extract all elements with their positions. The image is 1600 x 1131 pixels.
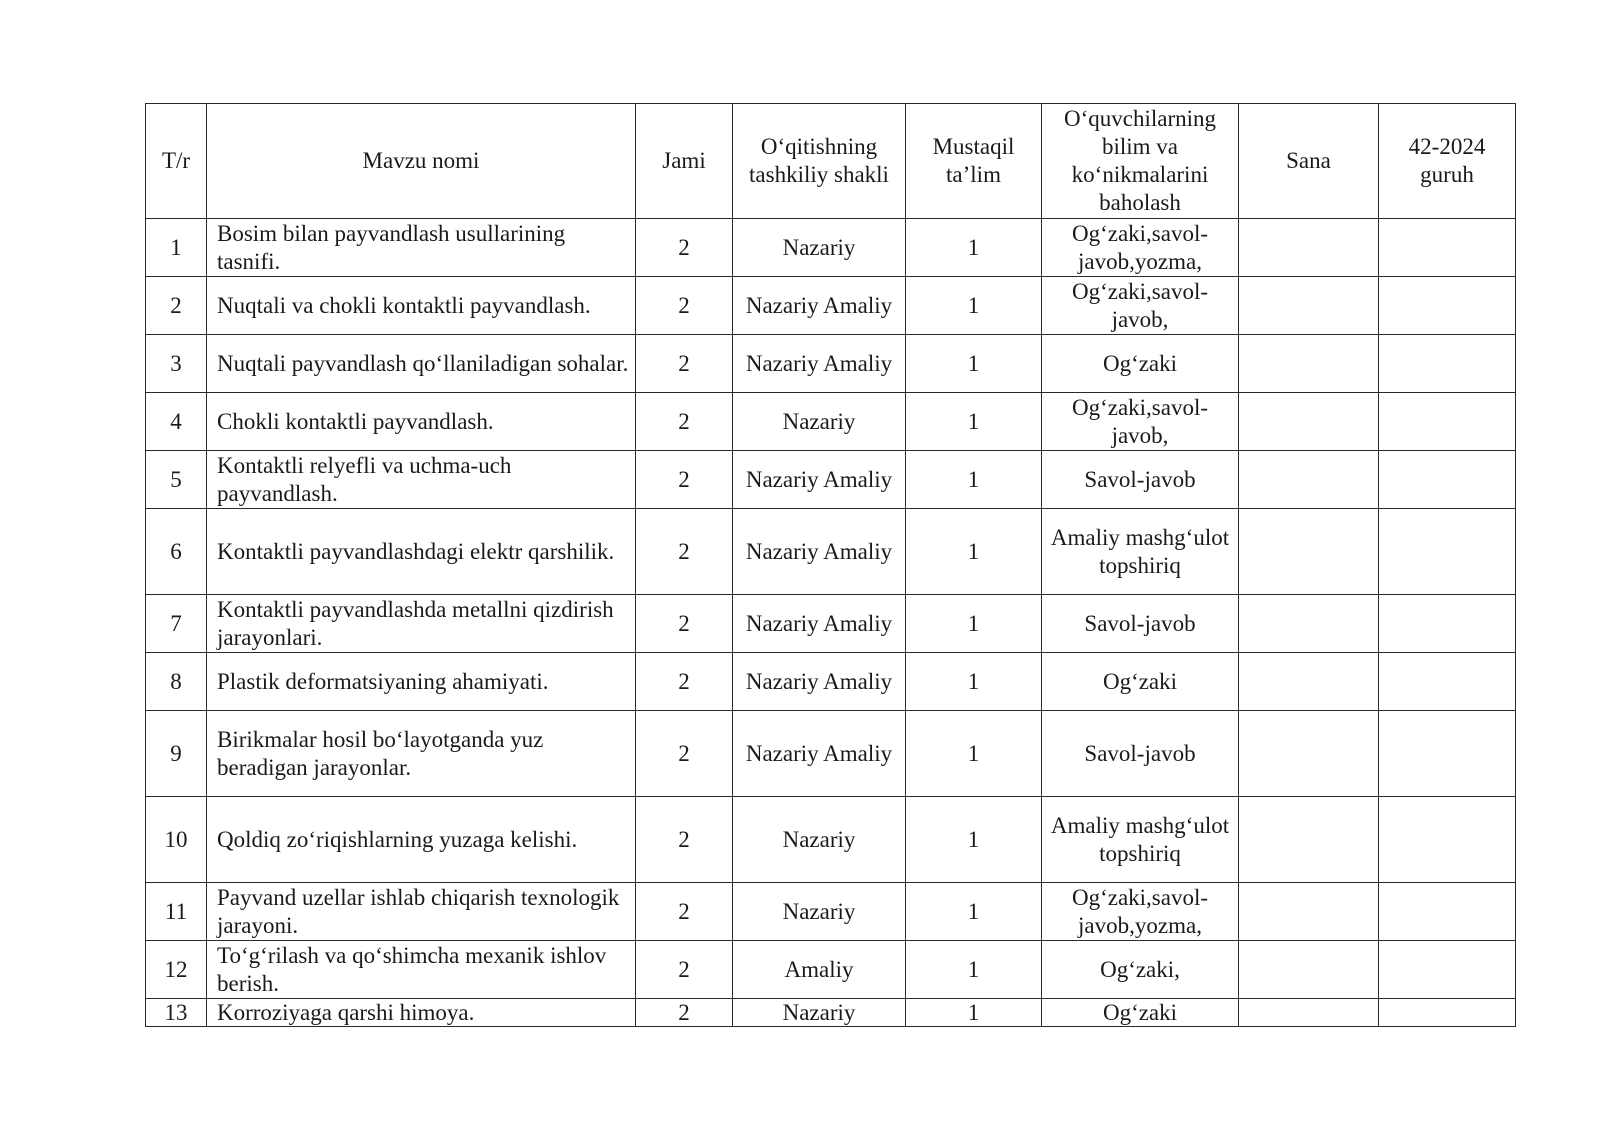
cell-num: 10 xyxy=(146,797,207,883)
cell-group xyxy=(1379,393,1516,451)
cell-num: 7 xyxy=(146,595,207,653)
cell-date xyxy=(1239,277,1379,335)
header-assessment: O‘quvchilarning bilim va ko‘nikmalarini baholash xyxy=(1042,104,1239,219)
header-group: 42-2024 guruh xyxy=(1379,104,1516,219)
cell-group xyxy=(1379,883,1516,941)
table-row xyxy=(146,711,1516,797)
cell-topic: Kontaktli payvandlashdagi elektr qarshilik. xyxy=(207,509,636,595)
table-header-row xyxy=(146,104,1516,219)
cell-assessment: Og‘zaki,savol-javob, xyxy=(1042,277,1239,335)
cell-group xyxy=(1379,711,1516,797)
cell-group xyxy=(1379,219,1516,277)
cell-topic: Plastik deformatsiyaning ahamiyati. xyxy=(207,653,636,711)
cell-topic: Korroziyaga qarshi himoya. xyxy=(207,999,636,1027)
cell-form: Nazariy xyxy=(733,219,906,277)
cell-assessment: Og‘zaki,savol-javob,yozma, xyxy=(1042,883,1239,941)
cell-total: 2 xyxy=(636,883,733,941)
cell-self-study: 1 xyxy=(906,797,1042,883)
cell-total: 2 xyxy=(636,509,733,595)
cell-self-study: 1 xyxy=(906,941,1042,999)
cell-total: 2 xyxy=(636,653,733,711)
cell-assessment: Savol-javob xyxy=(1042,711,1239,797)
cell-self-study: 1 xyxy=(906,653,1042,711)
cell-form: Amaliy xyxy=(733,941,906,999)
table-row xyxy=(146,941,1516,999)
cell-self-study: 1 xyxy=(906,277,1042,335)
cell-total: 2 xyxy=(636,277,733,335)
cell-form: Nazariy xyxy=(733,883,906,941)
cell-form: Nazariy xyxy=(733,797,906,883)
cell-self-study: 1 xyxy=(906,393,1042,451)
cell-num: 1 xyxy=(146,219,207,277)
cell-date xyxy=(1239,711,1379,797)
cell-topic: Kontaktli relyefli va uchma-uch payvandlash. xyxy=(207,451,636,509)
cell-form: Nazariy Amaliy xyxy=(733,277,906,335)
table-row xyxy=(146,595,1516,653)
header-total: Jami xyxy=(636,104,733,219)
cell-form: Nazariy xyxy=(733,393,906,451)
cell-num: 5 xyxy=(146,451,207,509)
table-row xyxy=(146,883,1516,941)
cell-total: 2 xyxy=(636,941,733,999)
cell-topic: Nuqtali payvandlash qo‘llaniladigan sohalar. xyxy=(207,335,636,393)
cell-assessment: Savol-javob xyxy=(1042,595,1239,653)
cell-form: Nazariy Amaliy xyxy=(733,335,906,393)
cell-num: 8 xyxy=(146,653,207,711)
cell-self-study: 1 xyxy=(906,883,1042,941)
cell-topic: Chokli kontaktli payvandlash. xyxy=(207,393,636,451)
cell-topic: Birikmalar hosil bo‘layotganda yuz beradigan jarayonlar. xyxy=(207,711,636,797)
cell-date xyxy=(1239,335,1379,393)
cell-self-study: 1 xyxy=(906,999,1042,1027)
cell-group xyxy=(1379,451,1516,509)
cell-date xyxy=(1239,999,1379,1027)
cell-form: Nazariy Amaliy xyxy=(733,451,906,509)
cell-date xyxy=(1239,941,1379,999)
cell-group xyxy=(1379,941,1516,999)
cell-assessment: Og‘zaki xyxy=(1042,999,1239,1027)
table-row xyxy=(146,451,1516,509)
table-row xyxy=(146,277,1516,335)
cell-date xyxy=(1239,219,1379,277)
table-row xyxy=(146,393,1516,451)
table-row xyxy=(146,509,1516,595)
cell-assessment: Og‘zaki,savol-javob,yozma, xyxy=(1042,219,1239,277)
header-form: O‘qitishning tashkiliy shakli xyxy=(733,104,906,219)
lesson-plan-table xyxy=(145,103,1516,1027)
cell-date xyxy=(1239,595,1379,653)
table-row xyxy=(146,219,1516,277)
cell-total: 2 xyxy=(636,595,733,653)
cell-group xyxy=(1379,797,1516,883)
header-date: Sana xyxy=(1239,104,1379,219)
cell-form: Nazariy Amaliy xyxy=(733,595,906,653)
cell-total: 2 xyxy=(636,797,733,883)
cell-group xyxy=(1379,335,1516,393)
table-row xyxy=(146,653,1516,711)
cell-total: 2 xyxy=(636,335,733,393)
cell-form: Nazariy Amaliy xyxy=(733,711,906,797)
cell-num: 3 xyxy=(146,335,207,393)
cell-group xyxy=(1379,653,1516,711)
cell-group xyxy=(1379,509,1516,595)
cell-total: 2 xyxy=(636,219,733,277)
cell-assessment: Og‘zaki, xyxy=(1042,941,1239,999)
cell-num: 2 xyxy=(146,277,207,335)
cell-assessment: Og‘zaki xyxy=(1042,335,1239,393)
cell-assessment: Savol-javob xyxy=(1042,451,1239,509)
cell-num: 13 xyxy=(146,999,207,1027)
cell-date xyxy=(1239,883,1379,941)
cell-self-study: 1 xyxy=(906,711,1042,797)
cell-date xyxy=(1239,451,1379,509)
cell-date xyxy=(1239,653,1379,711)
cell-num: 6 xyxy=(146,509,207,595)
cell-topic: Kontaktli payvandlashda metallni qizdirish jarayonlari. xyxy=(207,595,636,653)
cell-topic: Bosim bilan payvandlash usullarining tasnifi. xyxy=(207,219,636,277)
cell-form: Nazariy xyxy=(733,999,906,1027)
header-topic: Mavzu nomi xyxy=(207,104,636,219)
cell-self-study: 1 xyxy=(906,335,1042,393)
header-self-study: Mustaqil ta’lim xyxy=(906,104,1042,219)
cell-total: 2 xyxy=(636,393,733,451)
cell-total: 2 xyxy=(636,451,733,509)
cell-date xyxy=(1239,393,1379,451)
cell-topic: To‘g‘rilash va qo‘shimcha mexanik ishlov berish. xyxy=(207,941,636,999)
cell-self-study: 1 xyxy=(906,595,1042,653)
cell-assessment: Amaliy mashg‘ulot topshiriq xyxy=(1042,509,1239,595)
cell-assessment: Og‘zaki xyxy=(1042,653,1239,711)
cell-assessment: Og‘zaki,savol-javob, xyxy=(1042,393,1239,451)
cell-topic: Qoldiq zo‘riqishlarning yuzaga kelishi. xyxy=(207,797,636,883)
cell-topic: Nuqtali va chokli kontaktli payvandlash. xyxy=(207,277,636,335)
cell-num: 12 xyxy=(146,941,207,999)
table-row xyxy=(146,797,1516,883)
cell-date xyxy=(1239,509,1379,595)
header-num: T/r xyxy=(146,104,207,219)
table-row xyxy=(146,999,1516,1027)
cell-self-study: 1 xyxy=(906,509,1042,595)
cell-total: 2 xyxy=(636,999,733,1027)
cell-num: 11 xyxy=(146,883,207,941)
cell-self-study: 1 xyxy=(906,219,1042,277)
cell-self-study: 1 xyxy=(906,451,1042,509)
cell-topic: Payvand uzellar ishlab chiqarish texnologik jarayoni. xyxy=(207,883,636,941)
cell-total: 2 xyxy=(636,711,733,797)
cell-form: Nazariy Amaliy xyxy=(733,509,906,595)
cell-date xyxy=(1239,797,1379,883)
cell-form: Nazariy Amaliy xyxy=(733,653,906,711)
cell-num: 4 xyxy=(146,393,207,451)
cell-group xyxy=(1379,277,1516,335)
cell-assessment: Amaliy mashg‘ulot topshiriq xyxy=(1042,797,1239,883)
cell-num: 9 xyxy=(146,711,207,797)
cell-group xyxy=(1379,999,1516,1027)
table-row xyxy=(146,335,1516,393)
cell-group xyxy=(1379,595,1516,653)
